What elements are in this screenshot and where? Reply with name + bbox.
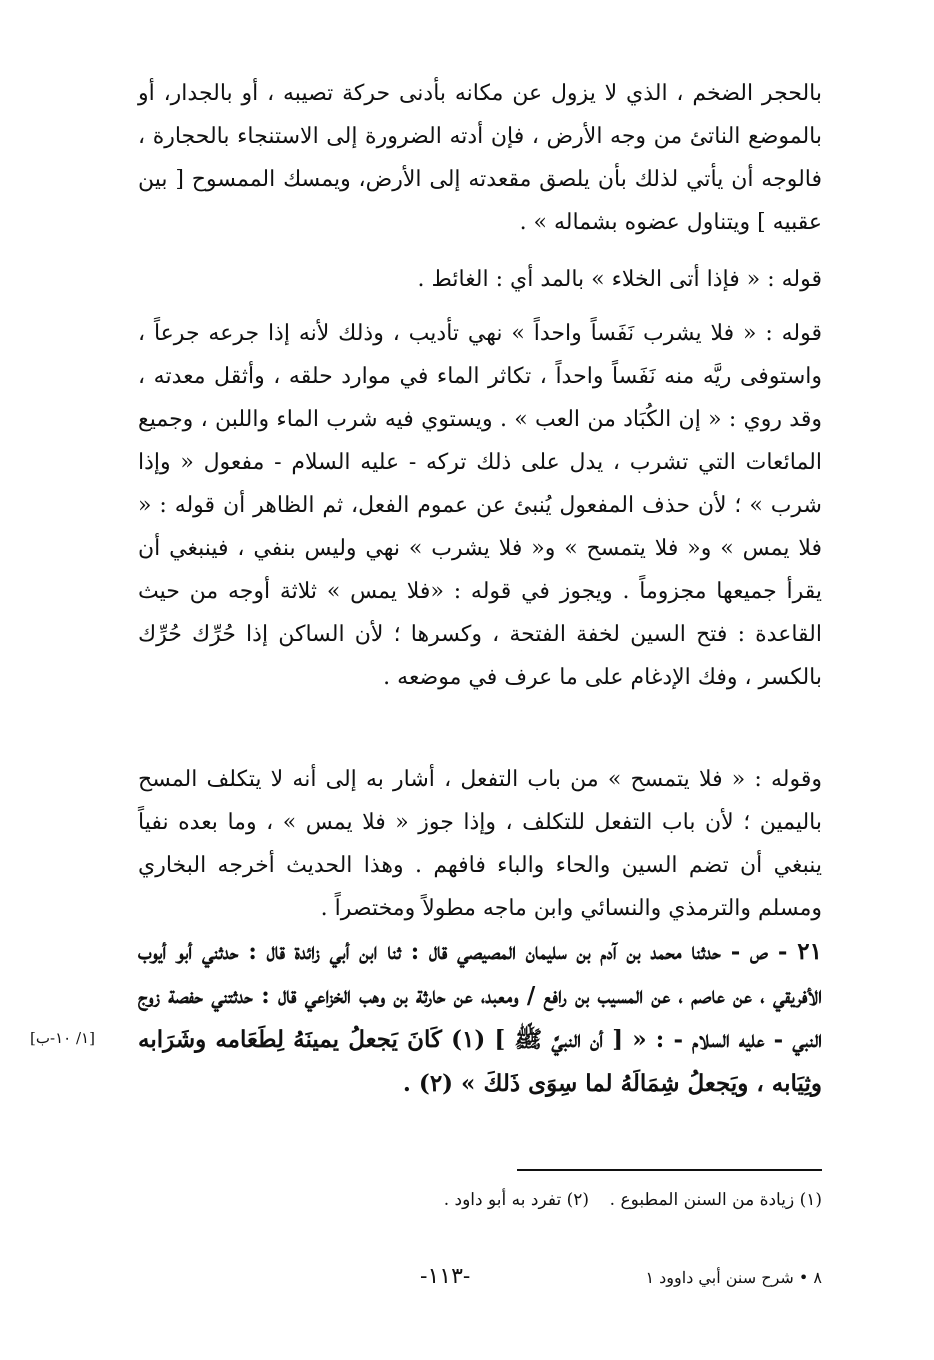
commentary-section-2 — [138, 258, 822, 301]
commentary-paragraph: قوله : « فإذا أتى الخلاء » بالمد أي : الغائط . — [417, 267, 822, 292]
commentary-paragraph: قوله : « فلا يشرب نَفَساً واحداً » نهي تأديب ، وذلك لأنه إذا جرعه جرعاً ، واستوفى ريَّه منه نَفَساً واحداً ، تكاثر الماء في موارد حلقه ، وأثقل معدته ، وقد روي : « إن الكُبَاد من العب » . ويستوي فيه شرب الماء واللبن ، وجميع المائعات التي تشرب ، يدل على ذلك تركه - عليه السلام - مفعول « وإذا شرب » ؛ لأن حذف المفعول يُنبئ عن عموم الفعل، ثم الظاهر أن قوله : « فلا يمس » و« فلا يتمسح » و« فلا يشرب » نهي وليس بنفي ، فينبغي أن يقرأ جميعها مجزوماً . ويجوز في قوله : «فلا يمس » ثلاثة أوجه من حيث القاعدة : فتح السين لخفة الفتحة ، وكسرها ؛ لأن الساكن إذا حُرِّك حُرِّك بالكسر ، وفك الإدغام على ما عرف في موضعه . — [138, 321, 822, 690]
manuscript-margin-reference: [١/ ١٠-ب] — [30, 1029, 95, 1047]
footnote-1: (١) زيادة من السنن المطبوع . — [609, 1190, 822, 1210]
commentary-section-3 — [138, 312, 822, 699]
commentary-section-1 — [138, 72, 822, 244]
page-number: -١١٣- — [420, 1264, 471, 1289]
hadith-text: ٢١ - ص - حدثنا محمد بن آدم بن سليمان المصيصي قال : ثنا ابن أبي زائدة قال : حدثني أبو أيوب الأفريقي ، عن عاصم ، عن المسيب بن رافع / ومعبد، عن حارثة بن وهب الخزاعي قال : حدثتني حفصة زوج النبي - عليه السلام - : « [ أن النبيَّ ﷺ ] (١) كَانَ يَجعلُ يمينَهُ لِطَعَامه وشَرَابه وثِيَابه ، ويَجعلُ شِمَالَهُ لما سِوَى ذَلكَ » (٢) . — [138, 938, 822, 1097]
print-signature: ٨ • شرح سنن أبي داوود ١ — [645, 1268, 822, 1287]
commentary-paragraph: وقوله : « فلا يتمسح » من باب التفعل ، أشار به إلى أنه لا يتكلف المسح باليمين ؛ لأن باب التفعل للتكلف ، وإذا جوز « فلا يمس » ، وما بعده نفياً ينبغي أن تضم السين والحاء والباء فافهم . وهذا الحديث أخرجه البخاري ومسلم والترمذي والنسائي وابن ماجه مطولاً ومختصراً . — [138, 767, 822, 921]
commentary-paragraph: بالحجر الضخم ، الذي لا يزول عن مكانه بأدنى حركة تصيبه ، أو بالجدار، أو بالموضع الناتئ من وجه الأرض ، فإن أدته الضرورة إلى الاستنجاء بالحجارة ، فالوجه أن يأتي لذلك بأن يلصق مقعدته إلى الأرض، ويمسك الممسوح [ بين عقبيه ] ويتناول عضوه بشماله » . — [138, 81, 822, 235]
footnote-separator — [517, 1169, 822, 1171]
footnote-2: (٢) تفرد به أبو داود . — [443, 1190, 589, 1210]
commentary-section-4 — [138, 758, 822, 930]
